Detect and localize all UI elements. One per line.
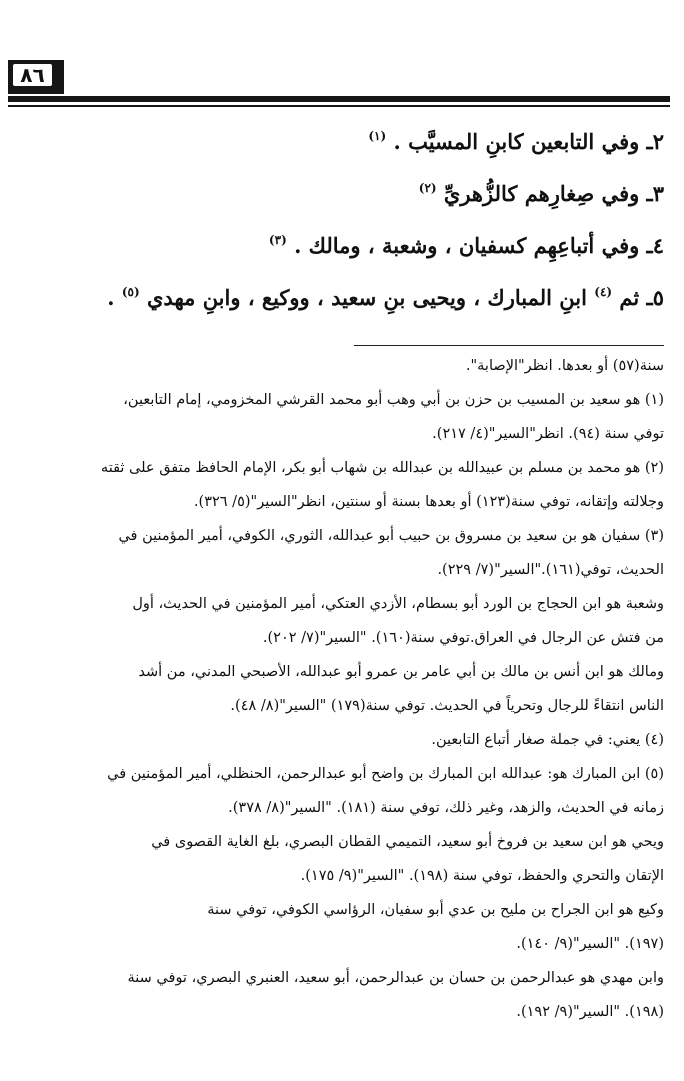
- footnote-ref: (١): [368, 129, 387, 143]
- footnote-line: (٣) سفيان هو بن سعيد بن مسروق بن حبيب أبو عبدالله، الثوري، الكوفي، أمير المؤمنين في: [118, 528, 664, 544]
- main-line-text: .: [107, 285, 115, 310]
- footnote-ref: (٥): [121, 285, 140, 299]
- footnote-line: سنة(٥٧) أو بعدها. انظر"الإصابة".: [465, 358, 664, 374]
- main-text: [20, 110, 664, 318]
- footnote-ref: (٢): [418, 181, 437, 195]
- page-number: ٨٦: [13, 64, 52, 86]
- header-rule-thin: [8, 105, 670, 107]
- footnote-line: وشعبة هو ابن الحجاج بن الورد أبو بسطام، الأزدي العتكي، أمير المؤمنين في الحديث، أول: [132, 596, 664, 612]
- main-line: [20, 110, 664, 162]
- footnote-line: زمانه في الحديث، والزهد، وغير ذلك، توفي سنة (١٨١). "السير"(٨/ ٣٧٨).: [228, 800, 664, 816]
- footnote-line: (١) هو سعيد بن المسيب بن حزن بن أبي وهب أبو محمد القرشي المخزومي، إمام التابعين،: [123, 392, 664, 408]
- footnote-line: ومالك هو ابن أنس بن مالك بن أبي عامر بن عمرو أبو عبدالله، الأصبحي المدني، من أشد: [138, 664, 664, 680]
- header-rule-thick: [8, 96, 670, 102]
- main-line-text: ٣ـ وفي صِغارِهم كالزُّهريِّ: [443, 181, 664, 206]
- footnote-separator: [354, 345, 664, 346]
- main-line: [20, 162, 664, 214]
- page-number-box: [8, 60, 64, 94]
- footnote-line: (٥) ابن المبارك هو: عبدالله ابن المبارك بن واضح أبو عبدالرحمن، الحنظلي، أمير المؤمنين في: [107, 766, 664, 782]
- footnote-line: وكيع هو ابن الجراح بن مليح بن عدي أبو سفيان، الرؤاسي الكوفي، توفي سنة: [207, 902, 664, 918]
- footnote-line: توفي سنة (٩٤). انظر"السير"(٤/ ٢١٧).: [432, 426, 664, 442]
- main-line-text: ابنِ المبارك ، ويحيى بنِ سعيد ، ووكيع ، وابنِ مهدي: [147, 285, 587, 310]
- main-line-text: ٢ـ وفي التابعين كابنِ المسيَّب .: [393, 129, 664, 154]
- footnote-line: ويحي هو ابن سعيد بن فروخ أبو سعيد، التميمي القطان البصري، بلغ الغاية القصوى في: [151, 834, 664, 850]
- footnote-line: وابن مهدي هو عبدالرحمن بن حسان بن عبدالرحمن، أبو سعيد، العنبري البصري، توفي سنة: [127, 970, 664, 986]
- main-line: [20, 266, 664, 318]
- footnote-line: الناس انتقاءً للرجال وتحرياً في الحديث. توفي سنة(١٧٩) "السير"(٨/ ٤٨).: [230, 698, 664, 714]
- footnote-line: (٤) يعني: في جملة صغار أتباع التابعين.: [431, 732, 664, 748]
- footnote-line: (١٩٧). "السير"(٩/ ١٤٠).: [516, 936, 664, 952]
- main-line: [20, 214, 664, 266]
- footnote-ref: (٤): [594, 285, 613, 299]
- footnote-line: (١٩٨). "السير"(٩/ ١٩٢).: [516, 1004, 664, 1020]
- footnote-line: وجلالته وإتقانه، توفي سنة(١٢٣) أو بعدها بسنة أو سنتين، انظر"السير"(٥/ ٣٢٦).: [193, 494, 664, 510]
- footnote-line: (٢) هو محمد بن مسلم بن عبيدالله بن عبدالله بن شهاب أبو بكر، الإمام الحافظ متفق على ثقته: [100, 460, 664, 476]
- footnote-line: الحديث، توفي(١٦١)."السير"(٧/ ٢٢٩).: [437, 562, 664, 578]
- footnote-line: الإتقان والتحري والحفظ، توفي سنة (١٩٨). "السير"(٩/ ١٧٥).: [300, 868, 664, 884]
- main-line-text: ٤ـ وفي أتباعِهِم كسفيان ، وشعبة ، ومالك .: [294, 233, 664, 258]
- footnotes: [14, 349, 664, 1029]
- main-line-text: ٥ـ ثم: [619, 285, 664, 310]
- footnote-line: من فتش عن الرجال في العراق.توفي سنة(١٦٠). "السير"(٧/ ٢٠٢).: [262, 630, 664, 646]
- footnote-ref: (٣): [268, 233, 287, 247]
